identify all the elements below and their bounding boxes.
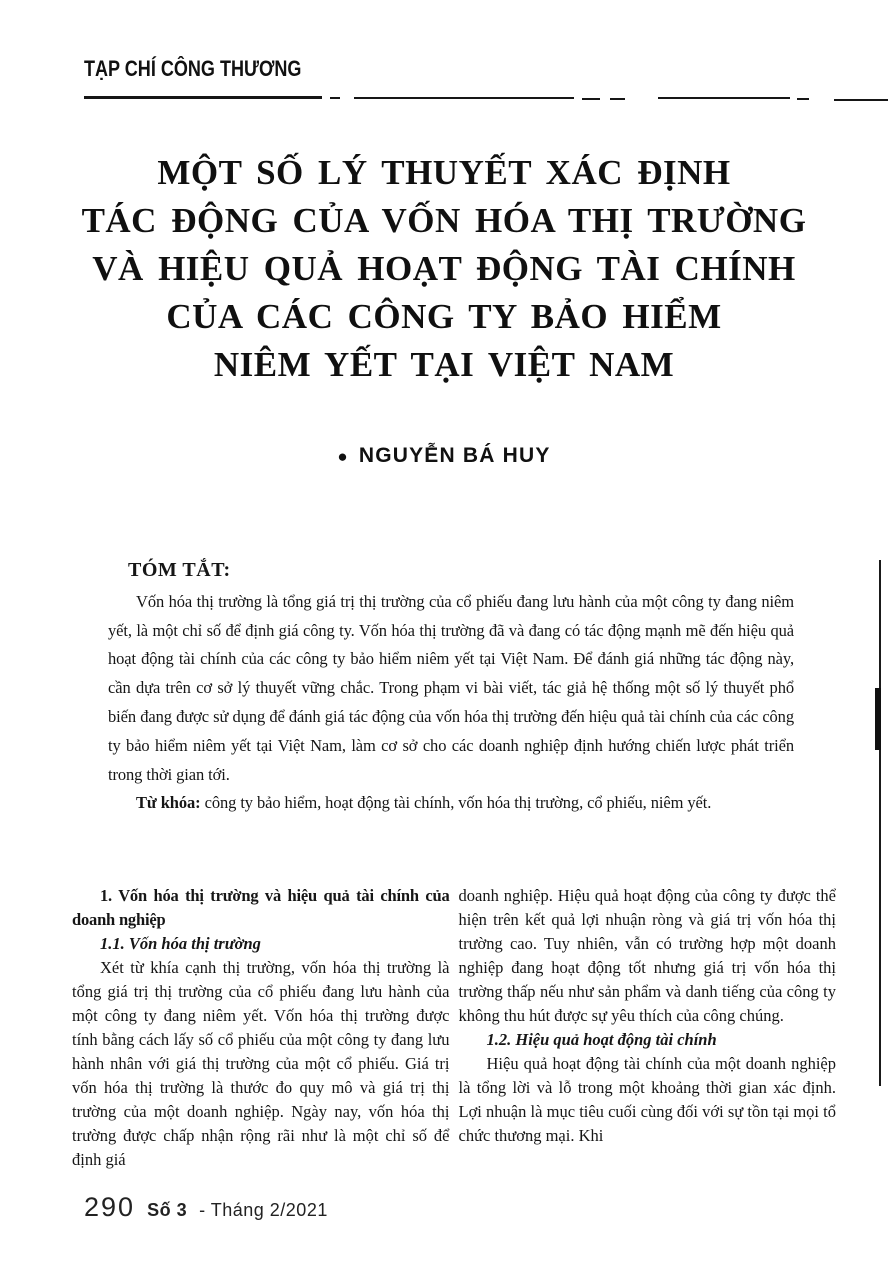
article-title-line: VÀ HIỆU QUẢ HOẠT ĐỘNG TÀI CHÍNH bbox=[92, 249, 796, 288]
abstract-heading: TÓM TẮT: bbox=[128, 559, 231, 581]
masthead-rule-segment bbox=[330, 97, 340, 99]
article-title-line: CỦA CÁC CÔNG TY BẢO HIỂM bbox=[166, 297, 722, 336]
page-footer bbox=[84, 1192, 328, 1223]
keywords-text: công ty bảo hiểm, hoạt động tài chính, vốn hóa thị trường, cổ phiếu, niêm yết. bbox=[200, 793, 712, 813]
abstract-section bbox=[108, 556, 794, 818]
scan-artifact-line bbox=[879, 560, 881, 1086]
keywords-label: Từ khóa: bbox=[136, 793, 201, 813]
article-title-line: NIÊM YẾT TẠI VIỆT NAM bbox=[213, 345, 675, 384]
subsection-heading-1-2: 1.2. Hiệu quả hoạt động tài chính bbox=[486, 1030, 717, 1049]
body-paragraph: Hiệu quả hoạt động tài chính của một doanh nghiệp là tổng lời và lỗ trong một khoảng thời gian xác định. Lợi nhuận là mục tiêu cuối cùng đối với sự tồn tại mọi tổ chức thương mại. Khi bbox=[458, 1054, 836, 1145]
body-left-column bbox=[72, 884, 450, 1172]
keywords-line bbox=[108, 789, 794, 818]
masthead-rule-segment bbox=[834, 99, 888, 101]
scan-artifact-blob bbox=[875, 688, 881, 750]
issue-label: Số 3 bbox=[147, 1200, 188, 1220]
author-bullet-icon: ● bbox=[337, 446, 349, 466]
journal-masthead: TẠP CHÍ CÔNG THƯƠNG bbox=[84, 56, 302, 81]
masthead-rule-segment bbox=[582, 98, 600, 100]
article-title-line: TÁC ĐỘNG CỦA VỐN HÓA THỊ TRƯỜNG bbox=[81, 201, 807, 240]
masthead-rule-segment bbox=[354, 97, 574, 99]
author-name: NGUYỄN BÁ HUY bbox=[358, 444, 551, 467]
body-paragraph: Xét từ khía cạnh thị trường, vốn hóa thị trường là tổng giá trị thị trường của cổ phiếu đang lưu hành của một công ty đang niêm yết. Vốn hóa thị trường được tính bằng cách lấy số cổ phiếu của một công ty đang lưu hành nhân với giá thị trường của một cổ phiếu. Giá trị vốn hóa thị trường là thước đo quy mô và giá trị thị trường của một doanh nghiệp. Ngày nay, vốn hóa thị trường được chấp nhận rộng rãi như là một chỉ số để định giá bbox=[72, 958, 450, 1169]
article-title bbox=[0, 149, 888, 389]
section-heading-1: 1. Vốn hóa thị trường và hiệu quả tài chính của doanh nghiệp bbox=[72, 886, 450, 929]
masthead-rule-segment bbox=[658, 97, 790, 99]
page-number: 290 bbox=[84, 1192, 136, 1222]
body-right-column bbox=[459, 884, 837, 1172]
body-paragraph-continuation: doanh nghiệp. Hiệu quả hoạt động của công ty được thể hiện trên kết quả lợi nhuận ròng và giá trị vốn hóa thị trường cao. Tuy nhiên, vẫn có trường hợp một doanh nghiệp đang hoạt động tốt nhưng giá trị vốn hóa thị trường thấp nếu như sản phẩm và danh tiếng của công ty không thu hút được sự yêu thích của công chúng. bbox=[458, 886, 836, 1025]
abstract-body: Vốn hóa thị trường là tổng giá trị thị trường của cổ phiếu đang lưu hành của một công ty đang niêm yết, là một chỉ số để định giá công ty. Vốn hóa thị trường đã và đang có tác động mạnh mẽ đến hiệu quả hoạt động tài chính của các công ty bảo hiểm niêm yết tại Việt Nam. Để đánh giá những tác động này, cần dựa trên cơ sở lý thuyết vững chắc. Trong phạm vi bài viết, tác giả hệ thống một số lý thuyết phổ biến đang được sử dụng để đánh giá tác động của vốn hóa thị trường đến hiệu quả tài chính của các công ty bảo hiểm niêm yết tại Việt Nam, làm cơ sở cho các doanh nghiệp định hướng chiến lược phát triển trong thời gian tới. bbox=[108, 591, 794, 784]
masthead-rule-segment bbox=[797, 98, 809, 100]
masthead-rule-segment bbox=[610, 98, 625, 100]
issue-date: - Tháng 2/2021 bbox=[199, 1200, 328, 1220]
article-body bbox=[72, 884, 836, 1172]
subsection-heading-1-1: 1.1. Vốn hóa thị trường bbox=[100, 934, 261, 953]
article-title-line: MỘT SỐ LÝ THUYẾT XÁC ĐỊNH bbox=[157, 153, 731, 192]
masthead-rule-segment bbox=[84, 96, 322, 99]
author-row bbox=[0, 444, 888, 468]
